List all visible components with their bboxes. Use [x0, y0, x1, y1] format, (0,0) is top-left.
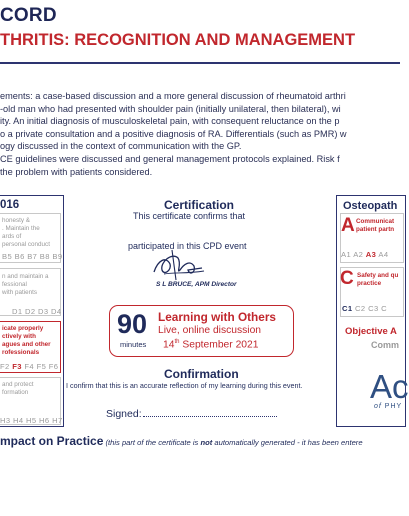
signed-label: Signed:	[106, 408, 142, 420]
certification-line1: This certificate confirms that	[133, 211, 246, 221]
summary-paragraph	[0, 90, 400, 178]
summary-line: CE guidelines were discussed and general management protocols explained. Risk f	[0, 153, 340, 164]
confirmation-text: I confirm that this is an accurate reflection of my learning during this event.	[66, 381, 303, 390]
minutes-value: 90	[117, 309, 148, 339]
objective-label: Objective A	[345, 326, 397, 337]
document-title: CORD	[0, 5, 57, 26]
standard-f-text: icate properly ctively with agues and other rofessionals	[2, 325, 51, 356]
director-signature	[150, 248, 210, 282]
summary-line: ements: a case-based discussion and a more general discussion of rheumatoid arthri	[0, 91, 346, 101]
signatory-name: S L BRUCE, APM Director	[156, 281, 237, 288]
competency-c-codes: C1 C2 C3 C	[342, 304, 387, 313]
standard-d-text: n and maintain a fessional with patients	[2, 273, 49, 296]
signature-line[interactable]	[143, 416, 277, 417]
standard-d-codes: D1 D2 D3 D4	[12, 307, 62, 316]
event-date: 14th September 2021	[163, 339, 259, 351]
comm-label: Comm	[371, 340, 400, 350]
summary-line: ity. An initial diagnosis of musculoskeletal pain, with consequent reluctance on the p	[0, 116, 340, 127]
header-rule	[0, 62, 400, 64]
logo-of: of	[374, 403, 382, 410]
competency-a-letter: A	[341, 215, 355, 236]
osteopath-heading: Osteopath	[343, 200, 398, 212]
competency-c-text: Safety and qu practice	[357, 272, 399, 287]
standard-b-codes: B5 B6 B7 B8 B9	[2, 252, 63, 261]
standard-h-codes: H3 H4 H5 H6 H7	[0, 416, 63, 425]
standard-f-codes: F2 F3 F4 F5 F6	[0, 362, 59, 371]
logo-phy: PHY	[384, 403, 403, 410]
certification-title: Certification	[164, 198, 235, 212]
minutes-label: minutes	[120, 340, 147, 349]
impact-label: mpact on Practice	[0, 434, 104, 448]
summary-line: -old man who had presented with shoulder pain (initially unilateral, then bilateral), wi	[0, 103, 341, 114]
standards-year: 016	[0, 199, 20, 211]
impact-note-bold: not	[200, 438, 213, 447]
competency-a-text: Communicat patient partn	[356, 218, 395, 233]
academy-logo	[370, 370, 409, 410]
summary-line: the problem with patients considered.	[0, 166, 153, 177]
certification-line2: participated in this CPD event	[128, 241, 247, 251]
impact-note-post: automatically generated - it has been entere	[212, 438, 363, 447]
impact-footer	[0, 434, 363, 448]
summary-line: ogy discussed in the context of communication with the GP.	[0, 141, 242, 152]
logo-letters: Ac	[370, 368, 409, 405]
standard-h-text: and protect formation	[2, 381, 34, 396]
impact-note-pre: (this part of the certificate is	[103, 438, 201, 447]
summary-line: o a private consultation and a positive diagnosis of RA. Differentials (such as PMR) w	[0, 128, 347, 139]
competency-a-codes: A1 A2 A3 A4	[341, 250, 389, 259]
standard-b-text: honesty & . Maintain the ards of personal conduct	[2, 217, 50, 248]
document-subtitle: THRITIS: RECOGNITION AND MANAGEMENT	[0, 31, 356, 49]
confirmation-title: Confirmation	[164, 367, 239, 381]
event-title: Learning with Others	[158, 310, 276, 324]
event-mode: Live, online discussion	[158, 325, 262, 336]
competency-c-letter: C	[340, 268, 354, 289]
